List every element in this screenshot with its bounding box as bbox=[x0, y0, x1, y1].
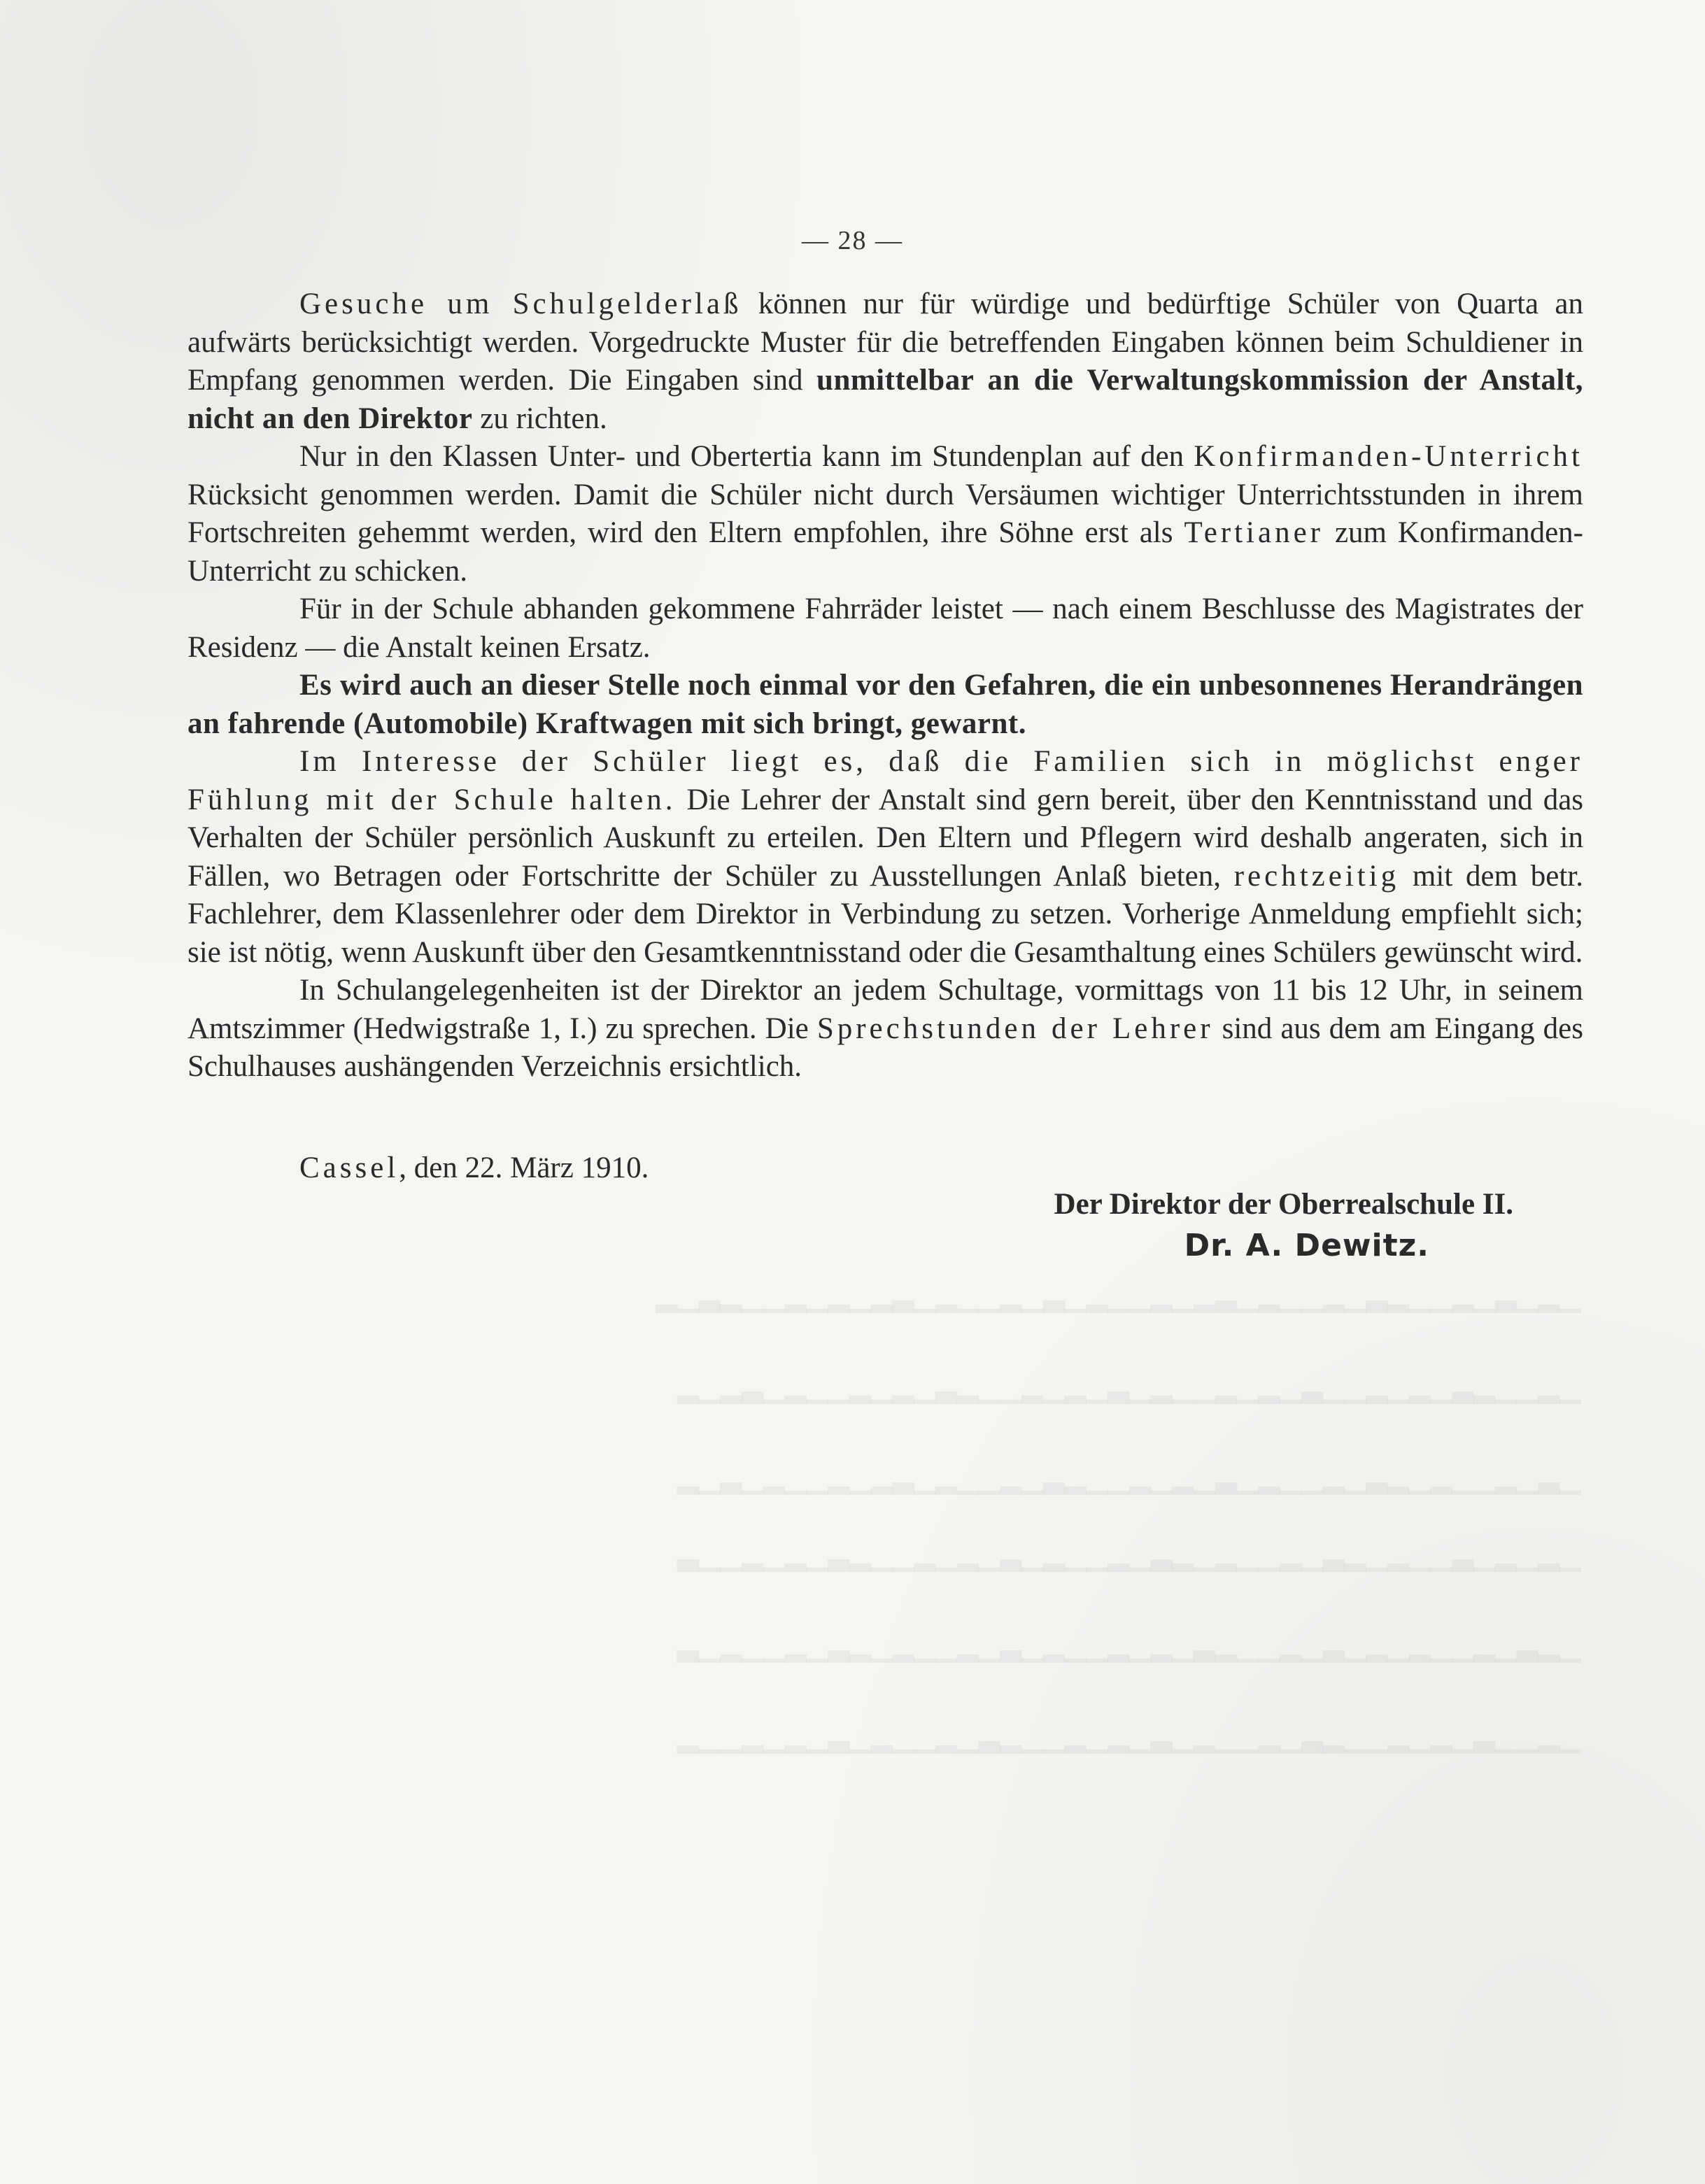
paragraph-office-hours bbox=[188, 972, 1583, 1086]
paragraph-text: In Schulangelegenheiten ist der Direktor an jedem Schultage, vormittags von 11 bis 12 Uhr, in seinem Amtszimmer (Hedwigstraße 1, I.) zu sprechen. Die bbox=[188, 974, 1583, 1045]
paragraph-text: Nur in den Klassen Unter- und Obertertia kann im Stundenplan auf den bbox=[299, 440, 1194, 473]
paragraph-traffic-warning bbox=[188, 667, 1583, 743]
paragraph-text: Rücksicht genommen werden. Damit die Schüler nicht durch Versäumen wichtiger Unterrichtsstunden in ihrem Fortschreiten gehemmt werden, wird den Eltern empfohlen, ihre Söhne erst als bbox=[188, 478, 1583, 549]
paragraph-text: sind aus dem am Eingang des Schulhauses aushängenden Verzeichnis ersichtlich. bbox=[188, 1012, 1584, 1083]
paragraph-text: zu richten. bbox=[472, 402, 607, 435]
spaced-text: rechtzeitig bbox=[1233, 859, 1400, 893]
spaced-text: Sprechstunden der Lehrer bbox=[816, 1012, 1214, 1045]
paragraph-text: Die Lehrer der Anstalt sind gern bereit, über den Kenntnisstand und das Verhalten der Schüler persönlich Auskunft zu erteilen. Den Eltern und Pflegern wird deshalb angeraten, sich in Fällen, wo Betragen oder Fortschritte der Schüler zu Ausstellungen Anlaß bieten, bbox=[188, 783, 1584, 893]
paragraph-bicycles bbox=[188, 590, 1583, 667]
show-through-texture: ▁▂▁▁▃▁▂▁▂▁▁▂▃▁▂▁▁▂▁▃▁▂▁▂▁▁▂▃▁▂▁▁▂▁▃▁▂▁▂▁▁▂ bbox=[677, 1722, 1581, 1753]
place: Cassel bbox=[299, 1151, 399, 1184]
paragraph-text: zum Konfirmanden-Unterricht zu schicken. bbox=[188, 516, 1584, 588]
page-number: — 28 — bbox=[802, 226, 903, 255]
date: , den 22. März 1910. bbox=[399, 1151, 649, 1184]
show-through-texture: ▁▂▁▂▁▃▁▁▂▁▂▃▁▂▁▁▂▁▂▃▁▂▁▁▂▁▃▁▂▁▂▁▁▂▃▁▂▁▂▁▁▃ bbox=[677, 1540, 1581, 1571]
spaced-text: Im Interesse der Schüler liegt es, daß die Familien sich in möglichst enger Fühlung mit der Schule halten. bbox=[188, 745, 1583, 816]
paragraph-parent-contact bbox=[188, 743, 1583, 972]
spaced-text: Gesuche um Schulgelderlaß bbox=[299, 288, 742, 320]
show-through-texture: ▁▂▁▁▂▃▁▂▁▂▁▁▃▁▂▁▂▁▁▂▁▃▁▂▁▂▁▁▂▃▁▂▁▂▁▁▂▁▃▂▁▂ bbox=[677, 1372, 1581, 1403]
paragraph-text: können nur für würdige und bedürftige Schüler von Quarta an aufwärts berücksichtigt werden. Vorgedruckte Muster für die betreffenden Eingaben können beim Schuldiener in Empfang genommen werden. Die Eingaben sind bbox=[188, 288, 1583, 397]
show-through-texture: ▁▃▁▂▁▁▂▁▂▃▁▂▁▁▂▁▃▁▂▁▂▁▁▂▃▁▂▁▁▂▁▃▂▁▂▁▁▂▁▃▁▂ bbox=[677, 1463, 1581, 1494]
show-through-texture: ▁▂▁▃▁▂▁▁▂▃▁▂▁▁▂▁▃▂▁▂▁▁▂▁▃▁▂▁▁▂▁▃▂▁▂▁▂▁▁▂▃▁▂ bbox=[656, 1281, 1581, 1312]
spaced-text: Konfirmanden-Unterricht bbox=[1194, 440, 1583, 473]
paragraph-text: Für in der Schule abhanden gekommene Fahrräder leistet — nach einem Beschlusse des Magistrates der Residenz — die Anstalt keinen Ersatz. bbox=[188, 593, 1583, 664]
paragraph-confirmation-classes bbox=[188, 438, 1583, 590]
paragraph-text: mit dem betr. Fachlehrer, dem Klassenlehrer oder dem Direktor in Verbindung zu setzen. Vorherige Anmeldung empfiehlt sich; sie ist nötig, wenn Auskunft über den Gesamtkenntnisstand oder die Gesamthaltung eines Schülers gewünscht wird. bbox=[188, 859, 1583, 969]
signoff bbox=[188, 1151, 1583, 1291]
bold-text: Es wird auch an dieser Stelle noch einmal vor den Gefahren, die ein unbesonnenes Herandrängen an fahrende (Automobile) Kraftwagen mit sich bringt, gewarnt. bbox=[188, 669, 1583, 740]
spaced-text: Tertianer bbox=[1184, 516, 1324, 549]
place-date bbox=[299, 1151, 649, 1185]
director-name: Dr. A. Dewitz. bbox=[1184, 1228, 1429, 1263]
paragraph-tuition-waiver bbox=[188, 285, 1583, 438]
body-text bbox=[188, 285, 1583, 1086]
show-through-texture: ▁▂▃▁▂▁▁▂▁▂▁▃▁▂▁▁▂▃▁▂▁▂▁▁▂▁▃▁▂▁▁▂▁▂▃▁▂▁▁▂▁▃ bbox=[677, 1631, 1581, 1662]
director-title: Der Direktor der Oberrealschule II. bbox=[1054, 1188, 1513, 1221]
bold-text: unmittelbar an die Verwaltungskommission der Anstalt, nicht an den Direktor bbox=[188, 364, 1583, 435]
